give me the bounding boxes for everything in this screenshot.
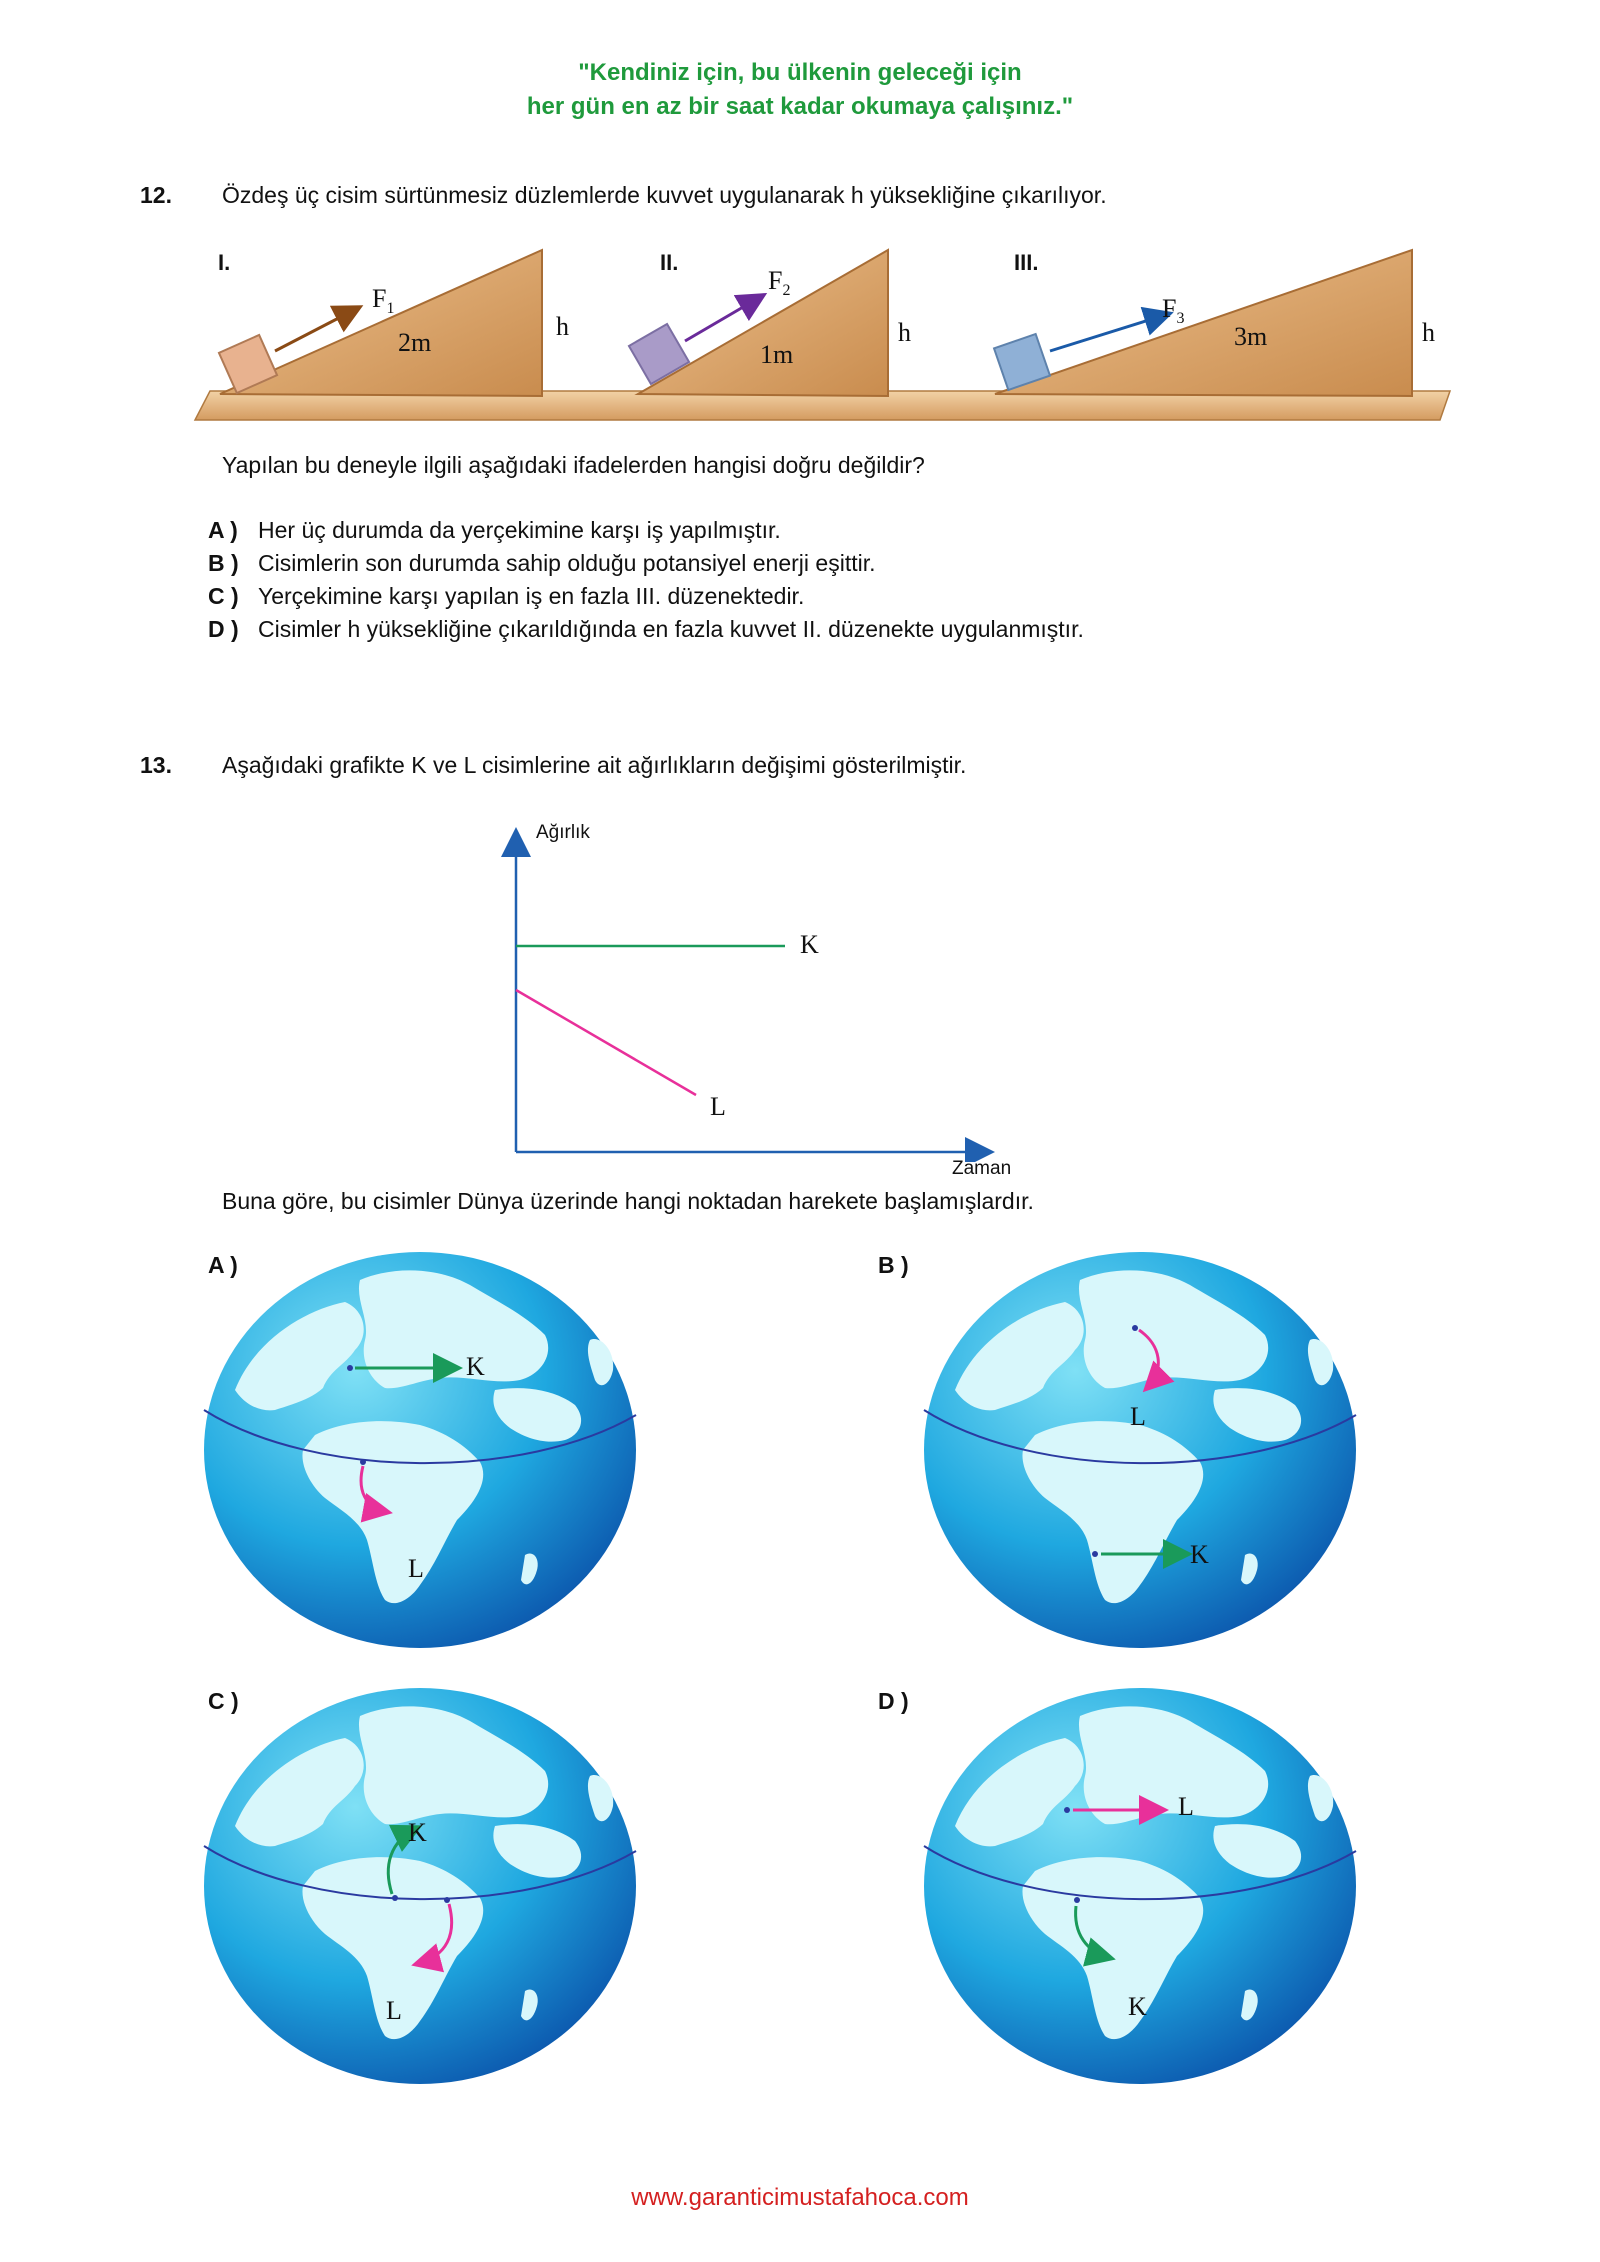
length-2-label: 1m (760, 340, 794, 369)
question-12-stem: Özdeş üç cisim sürtünmesiz düzlemlerde kuvvet uygulanarak h yüksekliğine çıkarılıyor. (222, 182, 1107, 208)
option-d-label[interactable]: D ) (878, 1688, 909, 1714)
question-12-prompt: Yapılan bu deneyle ilgili aşağıdaki ifadelerden hangisi doğru değildir? (222, 452, 925, 478)
series-l-line (516, 990, 696, 1095)
setup-1-label: I. (218, 250, 231, 275)
question-13-stem: Aşağıdaki grafikte K ve L cisimlerine ait ağırlıkların değişimi gösterilmiştir. (222, 752, 967, 778)
start-point-l (444, 1897, 450, 1903)
height-3-label: h (1422, 318, 1435, 347)
option-b-label[interactable]: B ) (878, 1252, 909, 1278)
y-axis-label: Ağırlık (536, 822, 590, 843)
setup-3-label: III. (1014, 250, 1039, 275)
option-c[interactable]: C ) Yerçekimine karşı yapılan iş en fazla III. düzenektedir. (208, 583, 805, 609)
inclined-planes-figure (180, 236, 1460, 436)
height-1-label: h (556, 312, 569, 341)
globe-option-a[interactable] (195, 1240, 645, 1660)
globe-option-c[interactable] (195, 1676, 645, 2096)
option-c-label[interactable]: C ) (208, 1688, 239, 1714)
question-13-number: 13. (140, 752, 172, 778)
globe-b-k-label: K (1190, 1540, 1209, 1569)
length-3-label: 3m (1234, 322, 1268, 351)
length-1-label: 2m (398, 328, 432, 357)
question-13-prompt: Buna göre, bu cisimler Dünya üzerinde hangi noktadan harekete başlamışlardır. (222, 1188, 1034, 1214)
setup-2-label: II. (660, 250, 679, 275)
globe-option-b[interactable] (915, 1240, 1365, 1660)
question-12-options (208, 514, 1084, 646)
start-point-k (1074, 1897, 1080, 1903)
start-point-k (392, 1895, 398, 1901)
force-2-label: $F_2$ (768, 266, 791, 300)
start-point-l (1064, 1807, 1070, 1813)
footer-url[interactable]: www.garanticimustafahoca.com (631, 2184, 969, 2211)
height-2-label: h (898, 318, 911, 347)
start-point-k (1092, 1551, 1098, 1557)
globe-a-l-label: L (408, 1554, 424, 1583)
ramp-3 (995, 250, 1412, 396)
x-axis-label: Zaman (952, 1158, 1012, 1179)
option-d[interactable]: D ) Cisimler h yüksekliğine çıkarıldığında en fazla kuvvet II. düzenekte uygulanmıştır. (208, 616, 1084, 642)
start-point-l (360, 1459, 366, 1465)
option-a[interactable]: A ) Her üç durumda da yerçekimine karşı iş yapılmıştır. (208, 517, 781, 543)
globe-c-l-label: L (386, 1996, 402, 2025)
globe-d-k-label: K (1128, 1992, 1147, 2021)
option-a-label[interactable]: A ) (208, 1252, 238, 1278)
motto-line-1: "Kendiniz için, bu ülkenin geleceği için (578, 59, 1022, 86)
globe-c-k-label: K (408, 1818, 427, 1847)
start-point-k (347, 1365, 353, 1371)
force-1-label: $F_1$ (372, 284, 395, 318)
globe-d-l-label: L (1178, 1792, 1194, 1821)
globe-b-l-label: L (1130, 1402, 1146, 1431)
option-b[interactable]: B ) Cisimlerin son durumda sahip olduğu potansiyel enerji eşittir. (208, 550, 876, 576)
globe-a-k-label: K (466, 1352, 485, 1381)
motto-line-2: her gün en az bir saat kadar okumaya çalışınız." (526, 93, 1074, 120)
weight-time-graph (500, 822, 1000, 1162)
force-3-label: $F_3$ (1162, 294, 1185, 328)
series-k-label: K (800, 930, 819, 959)
start-point-l (1132, 1325, 1138, 1331)
question-12-number: 12. (140, 182, 172, 208)
globe-option-d[interactable] (915, 1676, 1365, 2096)
series-l-label: L (710, 1092, 726, 1121)
